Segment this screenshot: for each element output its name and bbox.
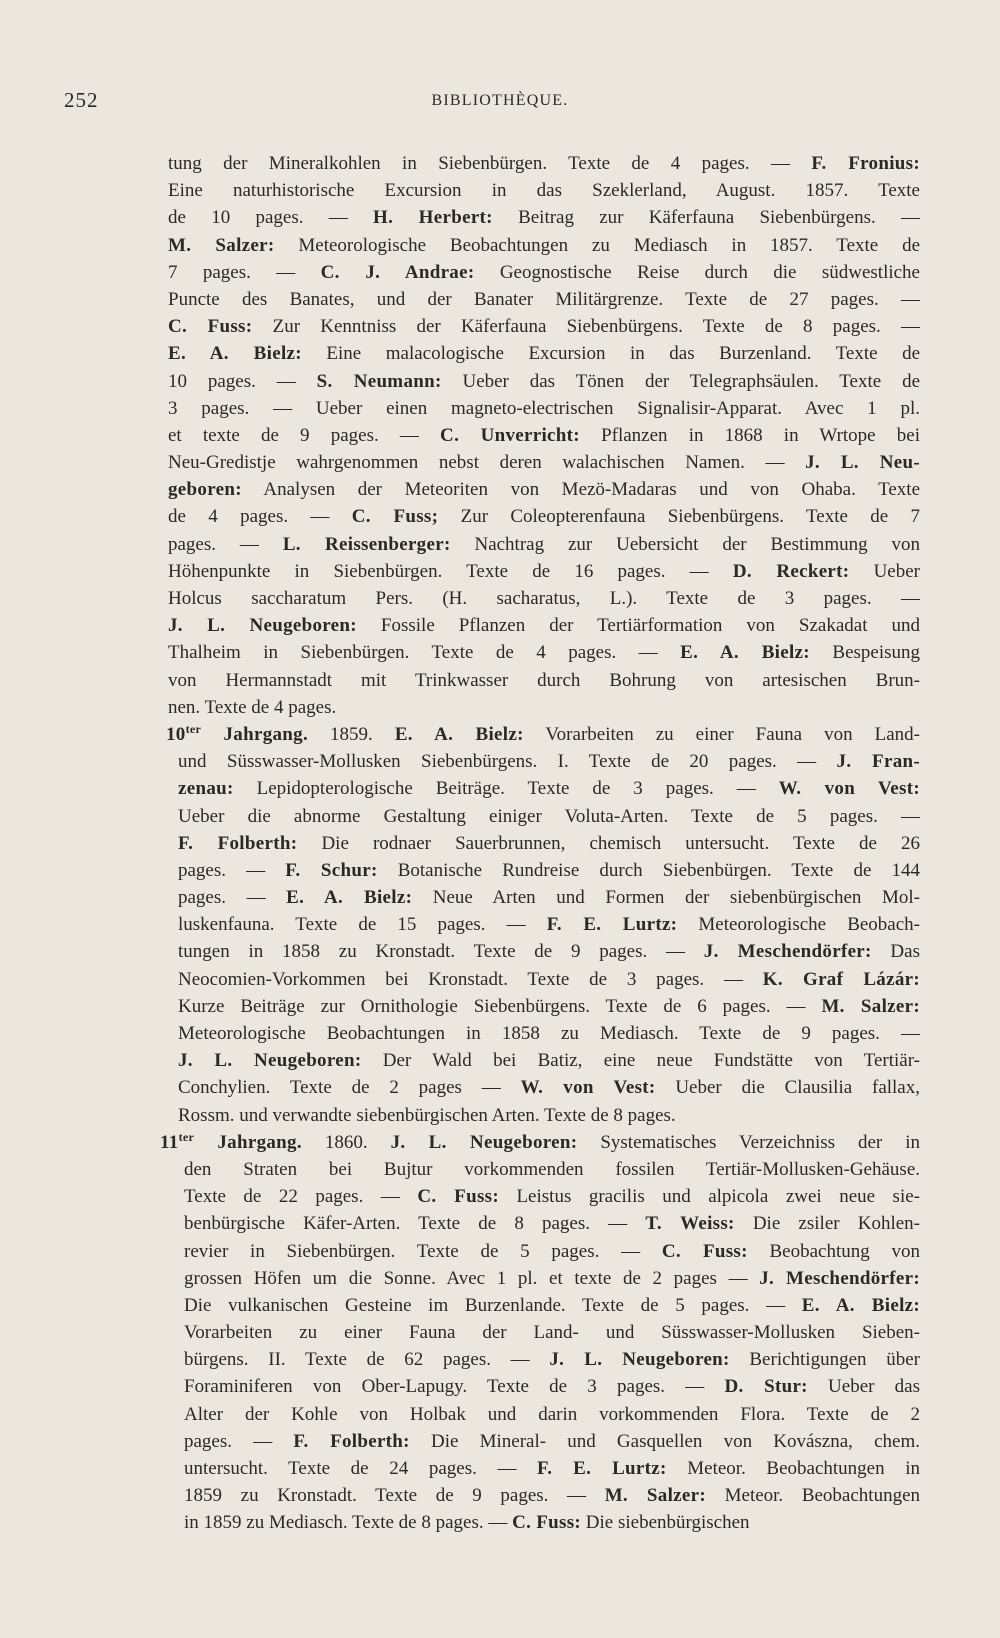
author-name: K. Graf Lázár: [762, 968, 920, 990]
author-name: F. Folberth: [178, 832, 298, 854]
text-run: Beobachtung von [747, 1240, 920, 1262]
text-line [178, 1047, 920, 1074]
text-run: pages. — [178, 859, 286, 881]
text-run: in 1859 zu Mediasch. Texte de 8 pages. — [184, 1512, 513, 1534]
text-run: revier in Siebenbürgen. Texte de 5 pages. — [184, 1240, 662, 1262]
text-run: 10 pages. — [168, 370, 317, 392]
author-name: C. Fuss; [351, 506, 439, 528]
text-line [184, 1156, 920, 1183]
text-run: Die siebenbürgischen [581, 1512, 750, 1534]
text-line [178, 748, 920, 775]
text-run: Leistus gracilis und alpicola zwei neue sie- [498, 1186, 920, 1208]
author-name: F. Folberth: [293, 1430, 410, 1452]
text-line [178, 1102, 920, 1129]
author-name: F. Schur: [285, 859, 378, 881]
author-name: C. Fuss: [168, 316, 253, 338]
text-run: pages. — [178, 887, 287, 909]
text-run: de 10 pages. — [168, 207, 373, 229]
running-head: BIBLIOTHÈQUE. [431, 92, 569, 109]
text-run: Thalheim in Siebenbürgen. Texte de 4 pages. — [168, 642, 681, 664]
text-line [168, 422, 920, 449]
text-run: de 4 pages. — [168, 506, 352, 528]
text-line [178, 803, 920, 830]
text-line [184, 1265, 920, 1292]
text-run: untersucht. Texte de 24 pages. — [184, 1458, 538, 1479]
text-run: Die zsiler Kohlen- [734, 1213, 921, 1235]
text-run: Systematisches Verzeichniss der in [577, 1131, 920, 1153]
text-line [184, 1482, 920, 1509]
text-run: Neue Arten und Formen der siebenbürgischen Mol- [412, 887, 920, 909]
author-name: 10 [166, 723, 186, 745]
author-name: E. A. Bielz: [168, 343, 302, 365]
text-run: Berichtigungen über [729, 1349, 920, 1371]
text-run: Holcus saccharatum Pers. (H. sacharatus, L.). Texte de 3 pages. — [168, 588, 920, 609]
text-run: tungen in 1858 zu Kronstadt. Texte de 9 pages. — [178, 941, 704, 963]
text-run: Ueber das Tönen der Telegraphsäulen. Texte de [441, 370, 920, 392]
text-line [160, 1129, 920, 1156]
author-name: C. Unverricht: [440, 424, 580, 446]
author-name: D. Reckert: [732, 560, 850, 582]
text-run: den Straten bei Bujtur vorkommenden fossilen Tertiär-Mollusken-Gehäuse. [184, 1158, 920, 1180]
text-run: luskenfauna. Texte de 15 pages. — [178, 914, 547, 936]
author-name: ter [185, 721, 202, 736]
author-name: J. L. Neugeboren: [549, 1349, 730, 1371]
text-line [168, 368, 920, 395]
text-line [168, 531, 920, 558]
author-name: E. A. Bielz: [801, 1294, 921, 1316]
text-line [168, 340, 920, 367]
text-run: Meteorologische Beobach- [677, 914, 921, 936]
text-line [168, 667, 920, 694]
text-line [178, 830, 920, 857]
page-number: 252 [64, 88, 99, 112]
author-name: J. Meschendörfer: [759, 1267, 920, 1289]
text-run: Ueber die Clausilia fallax, [655, 1077, 920, 1099]
text-run: Ueber die abnorme Gestaltung einiger Voluta-Arten. Texte de 5 pages. — [178, 805, 920, 827]
text-line [168, 259, 920, 286]
text-line [178, 857, 920, 884]
text-line [168, 639, 920, 666]
author-name: T. Weiss: [645, 1213, 735, 1235]
author-name: geboren: [168, 479, 242, 501]
text-line [178, 911, 920, 938]
text-run: von Hermannstadt mit Trinkwasser durch Bohrung von artesischen Brun- [168, 669, 920, 691]
author-name: H. Herbert: [372, 207, 493, 229]
author-name: E. A. Bielz: [394, 723, 524, 745]
author-name: W. von Vest: [778, 778, 920, 800]
text-run: Bespeisung [809, 642, 920, 664]
text-line [178, 993, 920, 1020]
text-run: Lepidopterologische Beiträge. Texte de 3 pages. — [233, 778, 779, 800]
author-name: J. L. Neugeboren: [178, 1050, 362, 1072]
text-run: Neu-Gredistje wahrgenommen nebst deren walachischen Namen. — [168, 452, 806, 474]
text-run: Eine malacologische Excursion in das Burzenland. Texte de [301, 343, 920, 365]
text-run: Vorarbeiten zu einer Fauna der Land- und Süsswasser-Mollusken Sieben- [184, 1322, 920, 1344]
text-run: Meteorologische Beobachtungen zu Mediasch in 1857. Texte de [274, 234, 921, 256]
author-name: J. Meschendörfer: [703, 941, 872, 963]
text-run: Botanische Rundreise durch Siebenbürgen. Texte de 144 [377, 859, 920, 881]
author-name: J. Fran- [836, 751, 920, 773]
author-name: L. Reissenberger: [282, 533, 451, 555]
text-run: und Süsswasser-Mollusken Siebenbürgens. I. Texte de 20 pages. — [178, 751, 837, 773]
page-header [0, 88, 1000, 118]
text-line [168, 286, 920, 313]
text-run: grossen Höfen um die Sonne. Avec 1 pl. et texte de 2 pages — [184, 1267, 760, 1289]
text-line [184, 1292, 920, 1319]
text-run: Pflanzen in 1868 in Wrtope bei [579, 424, 920, 446]
text-run: Die Mineral- und Gasquellen von Kovászna, chem. [409, 1430, 920, 1452]
text-line [178, 775, 920, 802]
text-line [184, 1210, 920, 1237]
author-name: F. E. Lurtz: [546, 914, 678, 936]
text-run: Zur Coleopterenfauna Siebenbürgens. Texte de 7 [438, 506, 920, 528]
author-name: M. Salzer: [604, 1485, 706, 1507]
text-run: 1860. [301, 1131, 391, 1153]
author-name: C. Fuss: [661, 1240, 748, 1262]
text-run: Meteorologische Beobachtungen in 1858 zu Mediasch. Texte de 9 pages. — [178, 1023, 920, 1044]
text-line [168, 558, 920, 585]
text-run: Alter der Kohle von Holbak und darin vorkommenden Flora. Texte de 2 [184, 1403, 920, 1425]
text-line [184, 1238, 920, 1265]
author-name: zenau: [178, 778, 234, 800]
text-run: Das [871, 941, 920, 963]
text-line [178, 1074, 920, 1101]
text-line [184, 1401, 920, 1428]
text-run: pages. — [168, 533, 283, 555]
text-line [184, 1346, 920, 1373]
text-run: 3 pages. — Ueber einen magneto-electrischen Signalisir-Apparat. Avec 1 pl. [168, 397, 920, 419]
text-run: Nachtrag zur Uebersicht der Bestimmung von [450, 533, 921, 555]
text-line [168, 204, 920, 231]
text-line [168, 694, 920, 721]
author-name: J. L. Neugeboren: [168, 615, 357, 637]
text-run: nen. Texte de 4 pages. [168, 696, 337, 718]
text-line [168, 313, 920, 340]
text-run: Ueber das [807, 1376, 921, 1398]
text-run: 1859. [308, 723, 395, 745]
text-line [184, 1373, 920, 1400]
author-name: J. L. Neu- [805, 452, 920, 474]
text-run: bürgens. II. Texte de 62 pages. — [184, 1349, 550, 1371]
author-name: M. Salzer: [168, 234, 275, 256]
text-run: Rossm. und verwandte siebenbürgischen Arten. Texte de 8 pages. [178, 1104, 676, 1126]
text-line [168, 503, 920, 530]
text-run: Foraminiferen von Ober-Lapugy. Texte de 3 pages. — [184, 1376, 725, 1398]
author-name: E. A. Bielz: [286, 887, 413, 909]
text-line [178, 966, 920, 993]
text-line [178, 1020, 920, 1047]
text-run: Die rodnaer Sauerbrunnen, chemisch untersucht. Texte de 26 [297, 832, 920, 854]
text-line [168, 395, 920, 422]
text-line [184, 1319, 920, 1346]
text-run: et texte de 9 pages. — [168, 424, 441, 446]
text-run: Vorarbeiten zu einer Fauna von Land- [523, 723, 920, 745]
text-line [168, 449, 920, 476]
text-run: Zur Kenntniss der Käferfauna Siebenbürgens. Texte de 8 pages. — [252, 316, 920, 338]
author-name: Jahrgang. [201, 723, 309, 745]
text-line [184, 1455, 920, 1482]
body-text [160, 150, 921, 1537]
author-name: M. Salzer: [821, 995, 920, 1017]
author-name: F. Fronius: [811, 153, 920, 174]
text-line [184, 1183, 920, 1210]
text-run: Meteor. Beobachtungen [705, 1485, 920, 1507]
text-line [168, 232, 920, 259]
author-name: J. L. Neugeboren: [390, 1131, 578, 1153]
text-run: Fossile Pflanzen der Tertiärformation von Szakadat und [356, 615, 920, 637]
text-run: pages. — [184, 1430, 294, 1452]
text-line [168, 150, 920, 177]
text-line [184, 1428, 920, 1455]
text-line [178, 938, 920, 965]
text-line [184, 1509, 920, 1536]
text-run: Geognostische Reise durch die südwestliche [474, 261, 920, 283]
text-run: benbürgische Käfer-Arten. Texte de 8 pages. — [184, 1213, 646, 1235]
author-name: E. A. Bielz: [680, 642, 810, 664]
text-run: Eine naturhistorische Excursion in das Szeklerland, August. 1857. Texte [168, 180, 920, 202]
text-run: Neocomien-Vorkommen bei Kronstadt. Texte de 3 pages. — [178, 968, 763, 990]
text-run: Meteor. Beobachtungen in [666, 1458, 920, 1479]
text-run: Beitrag zur Käferfauna Siebenbürgens. — [492, 207, 920, 229]
author-name: S. Neumann: [316, 370, 442, 392]
author-name: ter [178, 1129, 195, 1144]
text-run: Der Wald bei Batiz, eine neue Fundstätte von Tertiär- [361, 1050, 920, 1072]
text-line [178, 884, 920, 911]
text-line [168, 476, 920, 503]
text-run: Conchylien. Texte de 2 pages — [178, 1077, 521, 1099]
text-run: tung der Mineralkohlen in Siebenbürgen. Texte de 4 pages. — [168, 153, 812, 174]
text-line [168, 612, 920, 639]
author-name: 11 [160, 1131, 179, 1153]
text-run: Analysen der Meteoriten von Mezö-Madaras und von Ohaba. Texte [241, 479, 920, 501]
author-name: C. Fuss: [417, 1186, 499, 1208]
author-name: D. Stur: [724, 1376, 808, 1398]
text-line [166, 721, 920, 748]
author-name: W. von Vest: [520, 1077, 656, 1099]
text-run: Puncte des Banates, und der Banater Militärgrenze. Texte de 27 pages. — [168, 288, 920, 310]
author-name: C. Fuss: [512, 1512, 582, 1534]
text-line [168, 177, 920, 204]
author-name: Jahrgang. [194, 1131, 302, 1153]
text-run: 7 pages. — [168, 261, 321, 283]
text-run: 1859 zu Kronstadt. Texte de 9 pages. — [184, 1485, 605, 1507]
author-name: C. J. Andrae: [320, 261, 475, 283]
text-run: Texte de 22 pages. — [184, 1186, 418, 1208]
text-run: Kurze Beiträge zur Ornithologie Siebenbürgens. Texte de 6 pages. — [178, 995, 822, 1017]
text-run: Ueber [849, 560, 920, 582]
text-run: Höhenpunkte in Siebenbürgen. Texte de 16 pages. — [168, 560, 733, 582]
author-name: F. E. Lurtz: [537, 1458, 667, 1479]
text-run: Die vulkanischen Gesteine im Burzenlande. Texte de 5 pages. — [184, 1294, 802, 1316]
text-line [168, 585, 920, 612]
